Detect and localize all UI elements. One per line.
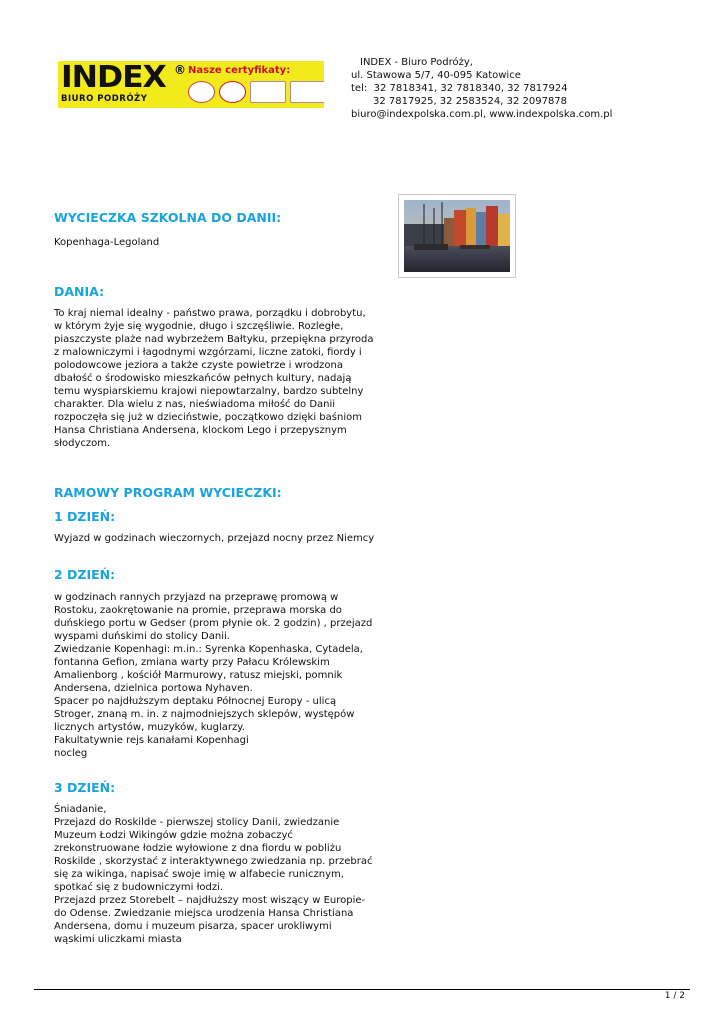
- day2-paragraph: [54, 591, 399, 760]
- day3-section: [54, 780, 115, 796]
- text-line: się za wikinga, napisać swoje imię w alfabecie runicznym,: [54, 869, 344, 880]
- text-line: rozpoczęła się już w dzieciństwie, początkowo dzięki baśniom: [54, 412, 362, 423]
- certificate-badges: [188, 81, 324, 103]
- text-line: Muzeum Łodzi Wikingów gdzie można zobaczyć: [54, 830, 293, 841]
- text-line: Hansa Christiana Andersena, klockom Lego i przepysznym: [54, 425, 347, 436]
- dania-section: [54, 284, 104, 300]
- text-line: w którym żyje się wygodnie, długo i szczęśliwie. Rozległe,: [54, 321, 344, 332]
- day2-section: [54, 567, 115, 583]
- certificate-badge-icon: [250, 81, 286, 103]
- certificate-badge-icon: [188, 81, 215, 103]
- day3-heading: 3 DZIEŃ:: [54, 780, 116, 795]
- text-line: Rostoku, zaokrętowanie na promie, przeprawa morska do: [54, 605, 342, 616]
- trip-subtitle-block: [54, 236, 159, 249]
- text-line: Śniadanie,: [54, 804, 107, 815]
- text-line: Roskilde , skorzystać z interaktywnego zwiedzania np. przebrać: [54, 856, 373, 867]
- company-logo: [58, 61, 324, 108]
- text-line: Zwiedzanie Kopenhagi: m.in.: Syrenka Kopenhaska, Cytadela,: [54, 644, 363, 655]
- day1-paragraph: [54, 532, 399, 545]
- text-line: w godzinach rannych przyjazd na przeprawę promową w: [54, 592, 339, 603]
- text-line: Przejazd do Roskilde - pierwszej stolicy Danii, zwiedzanie: [54, 817, 340, 828]
- dania-heading: DANIA:: [54, 284, 105, 299]
- text-line: Andersena, domu i muzeum pisarza, spacer urokliwymi: [54, 921, 332, 932]
- text-line: piaszczyste plaże nad wybrzeżem Bałtyku, przepiękna przyroda: [54, 334, 374, 345]
- trip-section: [54, 210, 281, 226]
- logo-tagline: BIURO PODRÓŻY: [61, 94, 148, 104]
- text-line: Amalienborg , kościół Marmurowy, ratusz miejski, pomnik: [54, 670, 343, 681]
- text-line: dbałość o środowisko mieszkańców pełnych kultury, nadają: [54, 373, 352, 384]
- text-line: Spacer po najdłuższym deptaku Północnej Europy - ulicą: [54, 696, 337, 707]
- footer-divider: [34, 989, 690, 990]
- text-line: duńskiego portu w Gedser (prom płynie ok. 2 godzin) , przejazd: [54, 618, 373, 629]
- logo-brand-text: INDEX: [61, 61, 166, 95]
- text-line: spotkać się z budowniczymi łodzi.: [54, 882, 224, 893]
- trip-subtitle: Kopenhaga-Legoland: [54, 237, 160, 248]
- contact-line: tel: 32 7818341, 32 7818340, 32 7817924: [351, 83, 568, 94]
- text-line: Fakultatywnie rejs kanałami Kopenhagi: [54, 735, 249, 746]
- logo-registered-mark: ®: [174, 63, 186, 77]
- program-heading: RAMOWY PROGRAM WYCIECZKI:: [54, 485, 282, 500]
- text-line: wąskimi uliczkami miasta: [54, 934, 182, 945]
- day1-section: [54, 509, 115, 525]
- trip-title: WYCIECZKA SZKOLNA DO DANII:: [54, 210, 282, 225]
- text-line: zrekonstruowane łodzie wyłowione z dna fiordu w pobliżu: [54, 843, 342, 854]
- text-line: Wyjazd w godzinach wieczornych, przejazd nocny przez Niemcy: [54, 533, 375, 544]
- text-line: charakter. Dla wielu z nas, nieświadoma miłość do Danii: [54, 399, 336, 410]
- text-line: słodyczom.: [54, 438, 111, 449]
- text-line: To kraj niemal idealny - państwo prawa, porządku i dobrobytu,: [54, 308, 366, 319]
- harbor-image-icon: [404, 200, 510, 272]
- nyhavn-photo: [398, 194, 516, 278]
- day2-heading: 2 DZIEŃ:: [54, 567, 116, 582]
- text-line: Stroger, znaną m. in. z najmodniejszych sklepów, występów: [54, 709, 355, 720]
- dania-paragraph: [54, 307, 399, 450]
- text-line: z malowniczymi i łagodnymi wzgórzami, liczne zatoki, fiordy i: [54, 347, 362, 358]
- day3-paragraph: [54, 803, 399, 946]
- certificate-badge-icon: [290, 81, 324, 103]
- text-line: wyspami duńskimi do stolicy Danii.: [54, 631, 230, 642]
- page-number: 1 / 2: [664, 991, 685, 1001]
- contact-line: ul. Stawowa 5/7, 40-095 Katowice: [351, 70, 521, 81]
- text-line: polodowcowe jeziora a także czyste powietrze i wrodzona: [54, 360, 343, 371]
- text-line: Przejazd przez Storebelt – najdłuższy most wiszący w Europie-: [54, 895, 366, 906]
- certificate-badge-icon: [219, 81, 246, 103]
- day1-heading: 1 DZIEŃ:: [54, 509, 116, 524]
- text-line: licznych artystów, muzyków, kuglarzy.: [54, 722, 245, 733]
- contact-info: [351, 56, 612, 121]
- text-line: do Odense. Zwiedzanie miejsca urodzenia Hansa Christiana: [54, 908, 354, 919]
- logo-certificates-label: Nasze certyfikaty:: [188, 65, 291, 76]
- contact-line: 32 7817925, 32 2583524, 32 2097878: [373, 96, 568, 107]
- contact-line: biuro@indexpolska.com.pl, www.indexpolska.com.pl: [351, 109, 613, 120]
- program-section: [54, 485, 282, 501]
- text-line: fontanna Gefion, zmiana warty przy Pałacu Królewskim: [54, 657, 330, 668]
- text-line: temu wyspiarskiemu krajowi niepowtarzalny, bardzo subtelny: [54, 386, 364, 397]
- text-line: nocleg: [54, 748, 88, 759]
- text-line: Andersena, dzielnica portowa Nyhaven.: [54, 683, 253, 694]
- contact-line: INDEX - Biuro Podróży,: [360, 57, 473, 68]
